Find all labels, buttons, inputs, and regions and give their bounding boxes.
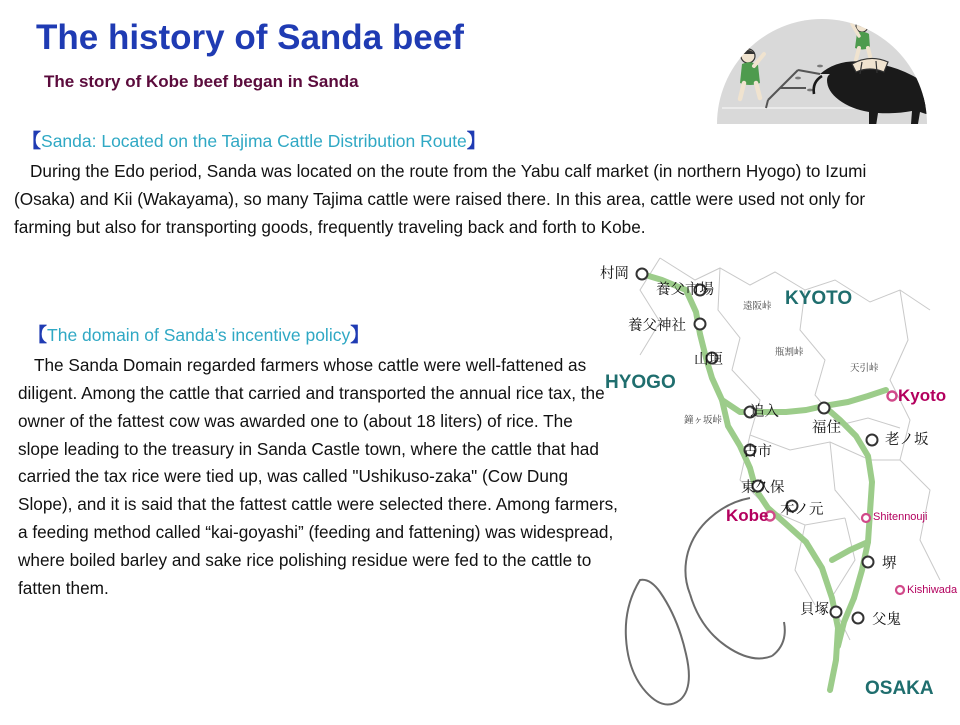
map-label-prefecture-hyogo: HYOGO [605, 372, 676, 393]
map-label-yabu-jinja: 養父神社 [628, 318, 686, 334]
map-label-chichioni: 父鬼 [872, 612, 901, 628]
tajima-cattle-distribution-route-map [600, 250, 960, 720]
map-label-fukusumi: 福住 [812, 420, 841, 436]
page-subtitle: The story of Kobe beef began in Sanda [44, 72, 359, 91]
map-label-prefecture-osaka: OSAKA [865, 678, 934, 699]
heading-bracket-open: 【 [22, 131, 42, 152]
page-title: The history of Sanda beef [36, 18, 464, 57]
map-label-city-kobe: Kobe [726, 506, 769, 525]
map-label-pass-ensaka: 遠阪峠 [743, 301, 772, 312]
heading-bracket-close: 】 [466, 131, 486, 152]
section-heading-2 [28, 320, 369, 347]
map-label-muraoka: 村岡 [600, 266, 629, 282]
map-label-yamagaki: 山垣 [694, 352, 723, 368]
heading-text: Sanda: Located on the Tajima Cattle Distribution Route [41, 131, 467, 151]
map-label-kaizuka: 貝塚 [800, 602, 829, 618]
map-label-pass-kanegasaka: 鐘ヶ坂峠 [684, 415, 723, 426]
map-label-pass-kameware: 瓶割峠 [775, 347, 804, 358]
map-label-city-kyoto: Kyoto [898, 386, 947, 405]
section-body-2: The Sanda Domain regarded farmers whose cattle were well-fattened as diligent. Among the cattle that carried and transported the annual rice tax, the owner of the fattest cow was awarded one to (about 18 liters) of rice. The slope leading to the treasury in Sanda Castle town, where the cattle that had carried the tax rice were tied up, was called "Ushikuso-zaka" (Cow Dung Slope), and it is said that the fattest cattle were selected there. Among farmers, a feeding method called “kai-goyashi” (feeding and fattening) was widespread, where boiled barley and sake rice polishing residue were fed to the cattle to fatten them. [18, 355, 618, 598]
heading-bracket-close: 】 [350, 325, 370, 346]
map-label-yabu-ichiba: 養父市場 [656, 282, 714, 298]
heading-text: The domain of Sanda’s incentive policy [47, 325, 351, 345]
map-label-sakai: 堺 [882, 556, 897, 572]
map-label-oiiri: 追入 [750, 404, 779, 420]
heading-bracket-open: 【 [28, 325, 48, 346]
map-label-city-shitennouji: Shitennouji [873, 511, 928, 523]
map-label-kinomoto: 木ノ元 [780, 502, 824, 518]
map-label-pass-amabiki: 天引峠 [850, 363, 879, 374]
section-heading-1 [22, 126, 486, 153]
map-label-higashikubo: 東久保 [741, 480, 785, 496]
map-label-furuichi: 古市 [743, 444, 772, 460]
map-label-oinosaka: 老ノ坂 [885, 432, 929, 448]
map-label-prefecture-kyoto: KYOTO [785, 288, 853, 309]
map-label-city-kishiwada: Kishiwada [907, 584, 958, 596]
section-body-1: During the Edo period, Sanda was located on the route from the Yabu calf market (in northern Hyogo) to Izumi (Osaka) and Kii (Wakayama), so many Tajima cattle were raised there. In this area, cattle were used not only for farming but also for transporting goods, frequently traveling back and forth to Kobe. [14, 161, 867, 237]
edo-period-farming-with-ox-illustration [702, 4, 952, 129]
